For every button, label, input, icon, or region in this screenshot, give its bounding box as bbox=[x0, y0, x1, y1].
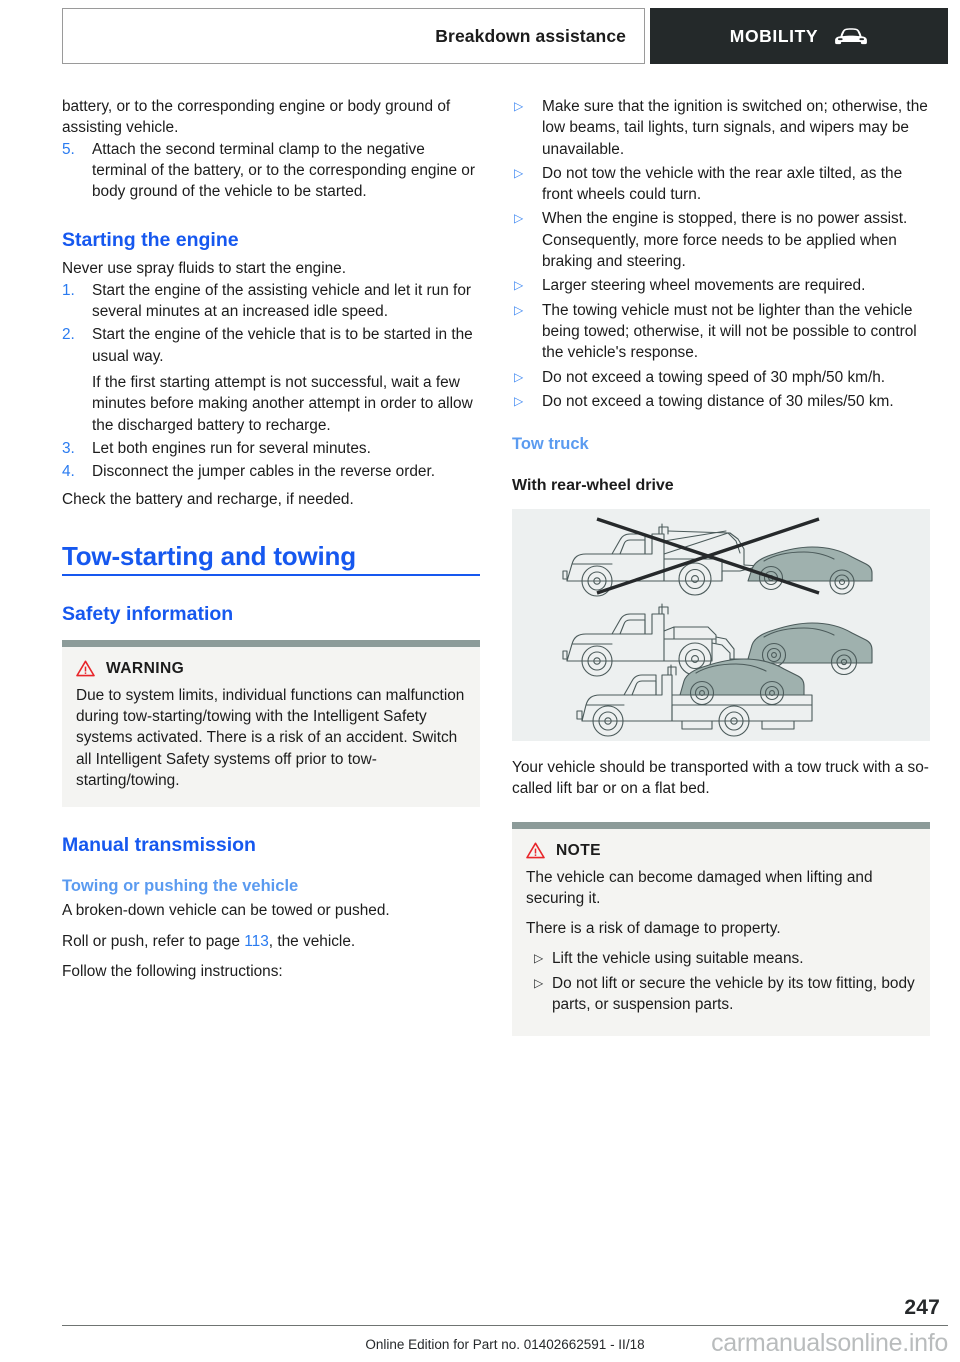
chapter-label: MOBILITY bbox=[729, 25, 819, 46]
list-item bbox=[512, 300, 930, 364]
jumpstart-step-list bbox=[62, 139, 480, 203]
heading-with-rear-wheel-drive: With rear-wheel drive bbox=[512, 477, 674, 495]
list-item bbox=[512, 208, 930, 272]
watermark: carmanualsonline.info bbox=[711, 1329, 948, 1357]
note-label: NOTE bbox=[556, 841, 601, 859]
triangle-bullet-icon: ▷ bbox=[514, 278, 524, 293]
page-number: 247 bbox=[904, 1296, 940, 1319]
list-item bbox=[512, 391, 930, 412]
list-text: When the engine is stopped, there is no power assist. Consequently, more force needs to be applied when braking and steering. bbox=[542, 210, 908, 271]
list-text: Do not exceed a towing speed of 30 mph/50 km/h. bbox=[542, 368, 886, 386]
list-text: Do not exceed a towing distance of 30 miles/50 km. bbox=[542, 392, 894, 410]
chapter-tab[interactable] bbox=[650, 8, 948, 64]
starting-engine-steps-cont bbox=[62, 438, 480, 483]
note-bullet-list bbox=[526, 948, 916, 1016]
list-marker: 1. bbox=[62, 281, 75, 299]
heading-tow-starting-and-towing: Tow-starting and towing bbox=[62, 540, 356, 571]
step2-continuation: If the first starting attempt is not successful, wait a few minutes before making another attempt in order to allow the discharged battery to recharge. bbox=[92, 373, 473, 434]
warning-box-top-bar bbox=[62, 640, 480, 647]
footer-divider bbox=[62, 1325, 948, 1326]
page-reference-link[interactable]: 113 bbox=[244, 932, 269, 950]
warning-triangle-icon bbox=[526, 842, 545, 859]
list-text: Do not tow the vehicle with the rear axle tilted, as the front wheels could turn. bbox=[542, 164, 903, 204]
list-text: Make sure that the ignition is switched on; otherwise, the low beams, tail lights, turn signals, and wipers may be unavailable. bbox=[542, 98, 928, 158]
list-item bbox=[526, 973, 916, 1016]
line2-after: , the vehicle. bbox=[268, 932, 356, 950]
list-item bbox=[62, 461, 480, 482]
heading-safety-information: Safety information bbox=[62, 602, 234, 625]
list-text: Do not lift or secure the vehicle by its tow fitting, body parts, or suspension parts. bbox=[552, 974, 915, 1014]
warning-text: Due to system limits, individual functions can malfunction during tow-starting/towing with the Intelligent Safety systems activated. There is a risk of an accident. Switch all Intelligent Safety systems off prior to tow-starting/towing. bbox=[76, 686, 465, 789]
list-text: Larger steering wheel movements are required. bbox=[542, 277, 866, 295]
list-item bbox=[526, 948, 916, 969]
page-header bbox=[62, 8, 948, 64]
manual-transmission-line3: Follow the following instructions: bbox=[62, 962, 283, 980]
triangle-bullet-icon: ▷ bbox=[514, 369, 524, 384]
manual-transmission-line2 bbox=[62, 931, 480, 952]
list-item bbox=[62, 438, 480, 459]
list-item bbox=[512, 367, 930, 388]
list-text: Attach the second terminal clamp to the negative terminal of the battery, or to the corresponding engine or body ground of the vehicle to be started. bbox=[92, 140, 475, 201]
list-text: Lift the vehicle using suitable means. bbox=[552, 949, 804, 967]
heading-rule bbox=[62, 574, 480, 576]
triangle-bullet-icon: ▷ bbox=[534, 975, 544, 990]
list-text: Start the engine of the vehicle that is to be started in the usual way. bbox=[92, 326, 473, 365]
list-item bbox=[512, 96, 930, 160]
starting-engine-intro: Never use spray fluids to start the engine. bbox=[62, 260, 347, 278]
starting-engine-steps bbox=[62, 280, 480, 367]
heading-manual-transmission: Manual transmission bbox=[62, 834, 256, 857]
triangle-bullet-icon: ▷ bbox=[534, 950, 544, 965]
safety-bullet-list bbox=[512, 96, 930, 412]
manual-transmission-line1: A broken-down vehicle can be towed or pushed. bbox=[62, 902, 390, 920]
triangle-bullet-icon: ▷ bbox=[514, 302, 524, 317]
list-text: Start the engine of the assisting vehicle and let it run for several minutes at an increased idle speed. bbox=[92, 281, 472, 321]
car-front-icon bbox=[834, 27, 868, 46]
list-text: The towing vehicle must not be lighter than the vehicle being towed; otherwise, it will not be possible to control the vehicle's response. bbox=[542, 301, 917, 362]
line2-before: Roll or push, refer to page bbox=[62, 932, 245, 950]
heading-starting-the-engine: Starting the engine bbox=[62, 229, 239, 252]
note-text-2: There is a risk of damage to property. bbox=[526, 920, 781, 938]
section-tab[interactable] bbox=[62, 8, 645, 64]
triangle-bullet-icon: ▷ bbox=[514, 393, 524, 408]
warning-box bbox=[62, 640, 480, 807]
list-text: Let both engines run for several minutes. bbox=[92, 439, 371, 457]
tow-truck-caption: Your vehicle should be transported with a tow truck with a so-called lift bar or on a flat bed. bbox=[512, 759, 929, 798]
warning-label: WARNING bbox=[106, 659, 185, 677]
list-item bbox=[62, 139, 480, 203]
heading-towing-or-pushing: Towing or pushing the vehicle bbox=[62, 877, 299, 896]
triangle-bullet-icon: ▷ bbox=[514, 165, 524, 180]
list-item bbox=[62, 280, 480, 323]
list-text: Disconnect the jumper cables in the reverse order. bbox=[92, 463, 436, 481]
list-marker: 4. bbox=[62, 463, 75, 481]
section-title: Breakdown assistance bbox=[435, 25, 626, 46]
list-item bbox=[512, 163, 930, 206]
page-footer bbox=[62, 1272, 948, 1362]
tow-truck-illustration bbox=[512, 509, 930, 741]
continued-paragraph: battery, or to the corresponding engine or body ground of assisting vehicle. bbox=[62, 98, 451, 137]
triangle-bullet-icon: ▷ bbox=[514, 211, 524, 226]
triangle-bullet-icon: ▷ bbox=[514, 99, 524, 113]
note-text-1: The vehicle can become damaged when lifting and securing it. bbox=[526, 868, 873, 908]
edition-text: Online Edition for Part no. 01402662591 - II/18 bbox=[365, 1337, 645, 1352]
warning-triangle-icon bbox=[76, 660, 95, 677]
list-item bbox=[62, 324, 480, 367]
note-box-top-bar bbox=[512, 822, 930, 829]
heading-tow-truck: Tow truck bbox=[512, 435, 589, 454]
list-marker: 5. bbox=[62, 140, 75, 158]
starting-engine-closing: Check the battery and recharge, if needed. bbox=[62, 491, 354, 509]
note-box bbox=[512, 822, 930, 1036]
left-column bbox=[62, 96, 480, 982]
list-marker: 2. bbox=[62, 326, 75, 344]
right-column bbox=[512, 96, 930, 1042]
list-item bbox=[512, 275, 930, 296]
list-marker: 3. bbox=[62, 439, 75, 457]
